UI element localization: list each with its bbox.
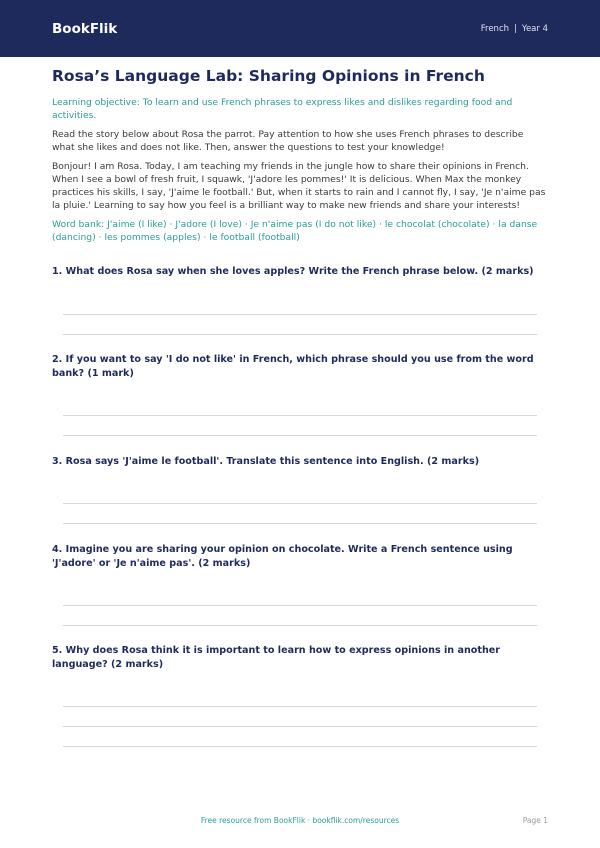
word-bank: Word bank: J'aime (I like) · J'adore (I love) · Je n'aime pas (I do not like) · le chocolat (chocolate) · la danse (dancing) · les pommes (apples) · le football (football) bbox=[52, 219, 538, 243]
answer-line-4b[interactable] bbox=[63, 625, 537, 626]
answer-line-2b[interactable] bbox=[63, 435, 537, 436]
question-5: 5. Why does Rosa think it is important to learn how to express opinions in another language? (2 marks) bbox=[52, 645, 501, 670]
answer-line-1b[interactable] bbox=[63, 334, 537, 335]
learning-objective: Learning objective: To learn and use French phrases to express likes and dislikes regarding food and activities. bbox=[52, 97, 513, 121]
header-bar bbox=[0, 0, 600, 57]
story-passage: Bonjour! I am Rosa. Today, I am teaching my friends in the jungle how to share their opinions in French. When I see a bowl of fresh fruit, I squawk, 'J'adore les pommes!' It is delicious. When Max the monkey practices his skills, I say, 'J'aime le football.' But, when it starts to rain and I cannot fly, I say, 'Je n'aime pas la pluie.' Learning to say how you feel is a brilliant way to make new friends and share your interests! bbox=[52, 161, 546, 211]
brand-logo[interactable]: BookFlik bbox=[52, 20, 118, 37]
footer-credit[interactable]: Free resource from BookFlik · bookflik.com/resources bbox=[200, 816, 400, 825]
answer-line-1a[interactable] bbox=[63, 314, 537, 315]
answer-line-2a[interactable] bbox=[63, 415, 537, 416]
answer-line-3b[interactable] bbox=[63, 523, 537, 524]
question-2: 2. If you want to say 'I do not like' in French, which phrase should you use from the word bank? (1 mark) bbox=[52, 354, 534, 379]
question-4: 4. Imagine you are sharing your opinion on chocolate. Write a French sentence using 'J'adore' or 'Je n'aime pas'. (2 marks) bbox=[52, 544, 513, 569]
worksheet-title: Rosa’s Language Lab: Sharing Opinions in French bbox=[52, 67, 485, 85]
answer-line-3a[interactable] bbox=[63, 503, 537, 504]
meta-separator: | bbox=[514, 23, 517, 34]
footer bbox=[0, 816, 600, 828]
question-1: 1. What does Rosa say when she loves apples? Write the French phrase below. (2 marks) bbox=[52, 266, 534, 277]
answer-line-5a[interactable] bbox=[63, 706, 537, 707]
page-number: Page 1 bbox=[522, 816, 548, 825]
subject-label: French bbox=[480, 23, 510, 34]
answer-line-5c[interactable] bbox=[63, 746, 537, 747]
question-3: 3. Rosa says 'J'aime le football'. Translate this sentence into English. (2 marks) bbox=[52, 456, 480, 467]
answer-line-5b[interactable] bbox=[63, 726, 537, 727]
subject-year-label bbox=[481, 24, 548, 34]
instructions: Read the story below about Rosa the parrot. Pay attention to how she uses French phrases to describe what she likes and does not like. Then, answer the questions to test your knowledge! bbox=[52, 129, 524, 153]
year-label: Year 4 bbox=[521, 23, 548, 34]
answer-line-4a[interactable] bbox=[63, 605, 537, 606]
worksheet-intro bbox=[52, 62, 548, 244]
